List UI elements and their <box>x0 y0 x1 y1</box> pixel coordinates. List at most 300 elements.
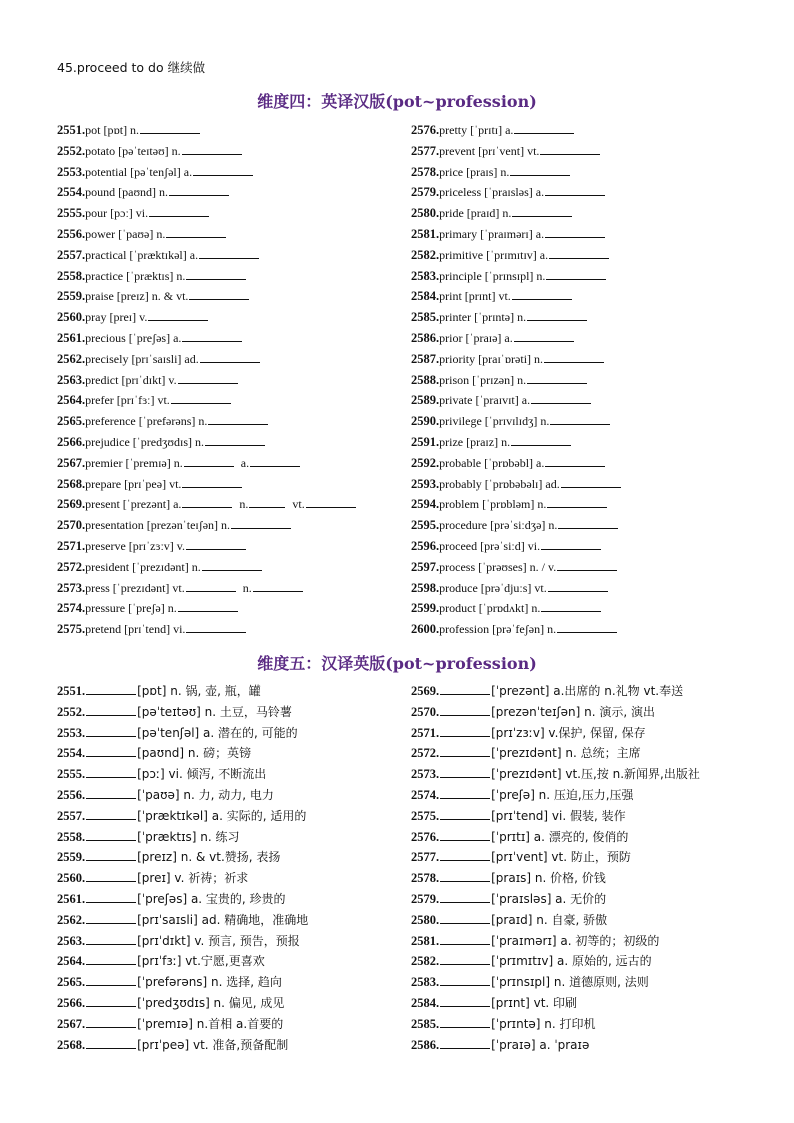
item-number: 2583. <box>411 268 440 283</box>
vocab-row <box>57 785 397 806</box>
answer-blank[interactable] <box>186 267 246 280</box>
item-number: 2591. <box>411 434 440 449</box>
answer-blank[interactable] <box>557 620 617 633</box>
definition-entry: [ˈprezɪdənt] vt.压,按 n.新闻界,出版社 <box>491 767 700 782</box>
definition-entry: [ˈpredʒʊdɪs] n. 偏见, 成见 <box>137 995 285 1010</box>
word-entry: primary [ˈpraɪmərɪ] a. <box>439 226 545 241</box>
word-entry: primitive [ˈprɪmɪtɪv] a. <box>439 247 549 262</box>
vocab-row <box>57 910 397 931</box>
answer-blank[interactable] <box>514 329 574 342</box>
definition-entry: [ˈprɪnsɪpl] n. 道德原则, 法则 <box>491 975 649 990</box>
answer-blank[interactable] <box>182 495 232 508</box>
vocab-row <box>411 598 751 619</box>
answer-blank[interactable] <box>249 495 285 508</box>
answer-blank[interactable] <box>541 599 601 612</box>
answer-blank[interactable] <box>527 371 587 384</box>
vocab-row <box>411 286 751 307</box>
word-entry: privilege [ˈprɪvɪlɪdʒ] n. <box>439 414 550 429</box>
vocab-row <box>57 390 397 411</box>
item-number: 2562. <box>57 351 86 366</box>
answer-blank[interactable] <box>186 620 246 633</box>
answer-blank[interactable] <box>86 911 136 924</box>
answer-blank[interactable] <box>512 287 572 300</box>
word-entry: preference [ˈprefərəns] n. <box>85 414 208 429</box>
definition-entry: [pɒt] n. 锅, 壶, 瓶，罐 <box>137 684 261 698</box>
pos-label: n. <box>239 497 249 512</box>
word-entry: prefer [prɪˈfɜː] vt. <box>85 393 170 408</box>
answer-blank[interactable] <box>545 183 605 196</box>
answer-blank[interactable] <box>178 599 238 612</box>
vocab-row <box>411 432 751 453</box>
section4-left-column <box>57 120 397 640</box>
item-number: 2575. <box>57 622 86 637</box>
word-entry: press [ˈprezɪdənt] vt. <box>85 580 185 595</box>
answer-blank[interactable] <box>86 682 136 695</box>
vocab-row <box>411 224 751 245</box>
item-number: 2596. <box>411 538 440 553</box>
answer-blank[interactable] <box>541 537 601 550</box>
answer-blank[interactable] <box>86 952 136 965</box>
vocab-row <box>57 972 397 993</box>
answer-blank[interactable] <box>440 744 490 757</box>
vocab-row <box>57 743 397 764</box>
item-number: 2557. <box>57 247 86 262</box>
vocab-row <box>57 182 397 203</box>
vocab-row <box>411 785 751 806</box>
item-number: 2574. <box>411 787 440 802</box>
word-entry: prize [praɪz] n. <box>439 434 511 449</box>
answer-blank[interactable] <box>182 329 242 342</box>
item-number: 2592. <box>411 455 440 470</box>
vocab-row <box>411 972 751 993</box>
vocab-row <box>411 993 751 1014</box>
item-number: 2566. <box>57 995 86 1010</box>
answer-blank[interactable] <box>306 495 356 508</box>
vocab-row <box>411 203 751 224</box>
answer-blank[interactable] <box>231 516 291 529</box>
vocab-row <box>57 764 397 785</box>
vocab-row <box>57 806 397 827</box>
item-number: 2560. <box>57 310 86 325</box>
vocab-row <box>411 931 751 952</box>
definition-entry: [pəˈteɪtəʊ] n. 土豆，马铃薯 <box>137 704 292 719</box>
vocab-row <box>57 536 397 557</box>
item-number: 2562. <box>57 912 86 927</box>
answer-blank[interactable] <box>440 724 490 737</box>
vocab-row <box>57 889 397 910</box>
definition-entry: [prɪˈvent] vt. 防止，预防 <box>491 850 631 865</box>
item-number: 2579. <box>411 185 440 200</box>
vocab-row <box>411 474 751 495</box>
answer-blank[interactable] <box>166 225 226 238</box>
answer-blank[interactable] <box>548 579 608 592</box>
definition-entry: [prɪˈzɜːv] v.保护, 保留, 保存 <box>491 725 646 740</box>
item-number: 2570. <box>57 518 86 533</box>
answer-blank[interactable] <box>440 703 490 716</box>
word-entry: product [ˈprɒdʌkt] n. <box>439 601 541 616</box>
item-number: 2551. <box>57 123 86 137</box>
item-number: 2565. <box>57 975 86 990</box>
definition-entry: [ˈpraɪsləs] a. 无价的 <box>491 891 607 906</box>
answer-blank[interactable] <box>440 848 490 861</box>
definition-entry: [ˈpraɪə] a. ˈpraɪə <box>491 1037 590 1052</box>
item-number: 2568. <box>57 1037 86 1052</box>
definition-entry: [praɪs] n. 价格, 价钱 <box>491 871 606 886</box>
vocab-row <box>57 266 397 287</box>
item-number: 2565. <box>57 414 86 429</box>
item-number: 2567. <box>57 455 86 470</box>
vocab-row <box>411 515 751 536</box>
vocab-row <box>411 619 751 640</box>
item-number: 2585. <box>411 310 440 325</box>
answer-blank[interactable] <box>86 1015 136 1028</box>
item-number: 2585. <box>411 1016 440 1031</box>
vocab-row <box>411 806 751 827</box>
section5-right-column <box>411 681 751 1055</box>
definition-entry: [ˈpraɪmərɪ] a. 初等的；初级的 <box>491 933 660 948</box>
answer-blank[interactable] <box>545 454 605 467</box>
vocab-row <box>411 743 751 764</box>
item-number: 2571. <box>411 725 440 740</box>
item-number: 2587. <box>411 351 440 366</box>
item-number: 2578. <box>411 164 440 179</box>
vocab-row <box>57 286 397 307</box>
word-entry: profession [prəˈfeʃən] n. <box>439 622 557 637</box>
answer-blank[interactable] <box>202 558 262 571</box>
word-entry: pour [pɔː] vi. <box>85 206 149 221</box>
top-note: 45.proceed to do 继续做 <box>57 60 206 75</box>
answer-blank[interactable] <box>250 454 300 467</box>
vocab-row <box>57 494 397 515</box>
item-number: 2575. <box>411 808 440 823</box>
answer-blank[interactable] <box>86 703 136 716</box>
answer-blank[interactable] <box>184 454 234 467</box>
item-number: 2564. <box>57 954 86 969</box>
definition-entry: [ˈpreʃəs] a. 宝贵的, 珍贵的 <box>137 891 286 906</box>
item-number: 2556. <box>57 787 86 802</box>
answer-blank[interactable] <box>510 163 570 176</box>
vocab-row <box>57 702 397 723</box>
vocab-row <box>411 245 751 266</box>
vocab-row <box>57 328 397 349</box>
answer-blank[interactable] <box>86 994 136 1007</box>
item-number: 2556. <box>57 226 86 241</box>
definition-entry: [ˈprezɪdənt] n. 总统；主席 <box>491 746 641 761</box>
answer-blank[interactable] <box>440 786 490 799</box>
word-entry: pretend [prɪˈtend] vi. <box>85 622 186 637</box>
vocab-row <box>57 370 397 391</box>
vocab-row <box>57 432 397 453</box>
item-number: 2574. <box>57 601 86 616</box>
answer-blank[interactable] <box>189 287 249 300</box>
answer-blank[interactable] <box>86 890 136 903</box>
answer-blank[interactable] <box>86 786 136 799</box>
word-entry: practical [ˈpræktɪkəl] a. <box>85 247 199 262</box>
word-entry: pretty [ˈprɪtɪ] a. <box>439 123 514 137</box>
answer-blank[interactable] <box>440 828 490 841</box>
answer-blank[interactable] <box>193 163 253 176</box>
word-entry: present [ˈprezənt] a. <box>85 497 182 512</box>
item-number: 2597. <box>411 559 440 574</box>
answer-blank[interactable] <box>531 391 591 404</box>
definition-entry: [ˈprɪntə] n. 打印机 <box>491 1016 596 1031</box>
answer-blank[interactable] <box>557 558 617 571</box>
vocab-row <box>411 1014 751 1035</box>
word-entry: prevent [prɪˈvent] vt. <box>439 143 540 158</box>
word-entry: probably [ˈprɒbəbəlɪ] ad. <box>439 476 560 491</box>
answer-blank[interactable] <box>169 183 229 196</box>
vocab-row <box>411 411 751 432</box>
vocab-row <box>411 494 751 515</box>
item-number: 2567. <box>57 1016 86 1031</box>
vocab-row <box>57 681 397 702</box>
vocab-row <box>411 536 751 557</box>
vocab-row <box>411 1035 751 1056</box>
answer-blank[interactable] <box>561 475 621 488</box>
vocab-row <box>57 557 397 578</box>
item-number: 2598. <box>411 580 440 595</box>
item-number: 2561. <box>57 891 86 906</box>
answer-blank[interactable] <box>440 765 490 778</box>
vocab-row <box>57 411 397 432</box>
item-number: 2560. <box>57 871 86 886</box>
vocab-row <box>411 723 751 744</box>
item-number: 2577. <box>411 850 440 865</box>
item-number: 2558. <box>57 829 86 844</box>
answer-blank[interactable] <box>86 869 136 882</box>
vocab-row <box>57 598 397 619</box>
item-number: 2573. <box>411 767 440 782</box>
word-entry: premier [ˈpremɪə] n. <box>85 455 183 470</box>
definition-entry: [ˈpreʃə] n. 压迫,压力,压强 <box>491 787 634 802</box>
definition-entry: [preɪz] n. & vt.赞扬, 表扬 <box>137 850 281 865</box>
definition-entry: [ˈprɪmɪtɪv] a. 原始的, 远古的 <box>491 954 652 969</box>
word-entry: precisely [prɪˈsaɪsli] ad. <box>85 351 199 366</box>
vocab-row <box>411 266 751 287</box>
answer-blank[interactable] <box>546 267 606 280</box>
definition-entry: [ˈprɪtɪ] a. 漂亮的, 俊俏的 <box>491 829 629 844</box>
answer-blank[interactable] <box>440 869 490 882</box>
answer-blank[interactable] <box>440 1036 490 1049</box>
item-number: 2559. <box>57 289 86 304</box>
answer-blank[interactable] <box>86 724 136 737</box>
item-number: 2584. <box>411 995 440 1010</box>
vocab-row <box>411 910 751 931</box>
item-number: 2552. <box>57 143 86 158</box>
word-entry: pride [praɪd] n. <box>439 206 512 221</box>
item-number: 2554. <box>57 746 86 761</box>
vocab-row <box>57 307 397 328</box>
vocab-row <box>411 307 751 328</box>
answer-blank[interactable] <box>440 994 490 1007</box>
word-entry: pot [pɒt] n. <box>85 123 140 137</box>
answer-blank[interactable] <box>186 579 236 592</box>
vocab-row <box>411 162 751 183</box>
section5-left-column <box>57 681 397 1055</box>
vocab-row <box>57 868 397 889</box>
vocab-row <box>411 141 751 162</box>
item-number: 2559. <box>57 850 86 865</box>
definition-entry: [prɪˈpeə] vt. 准备,预备配制 <box>137 1037 289 1052</box>
answer-blank[interactable] <box>440 1015 490 1028</box>
answer-blank[interactable] <box>200 350 260 363</box>
word-entry: practice [ˈpræktɪs] n. <box>85 268 186 283</box>
item-number: 2558. <box>57 268 86 283</box>
vocab-row <box>57 723 397 744</box>
word-entry: produce [prəˈdjuːs] vt. <box>439 580 547 595</box>
item-number: 2568. <box>57 476 86 491</box>
answer-blank[interactable] <box>558 516 618 529</box>
section-title-4: 维度四：英译汉版(pot~profession) <box>257 92 537 111</box>
vocab-row <box>411 681 751 702</box>
answer-blank[interactable] <box>550 412 610 425</box>
word-entry: pound [paʊnd] n. <box>85 185 169 200</box>
definition-entry: [ˈprezənt] a.出席的 n.礼物 vt.奉送 <box>491 684 684 698</box>
word-entry: pray [preɪ] v. <box>85 310 148 325</box>
answer-blank[interactable] <box>440 807 490 820</box>
word-entry: printer [ˈprɪntə] n. <box>439 310 527 325</box>
definition-entry: [ˈpræktɪkəl] a. 实际的, 适用的 <box>137 808 307 823</box>
item-number: 2582. <box>411 954 440 969</box>
item-number: 2576. <box>411 123 440 137</box>
vocab-row <box>411 370 751 391</box>
answer-blank[interactable] <box>440 952 490 965</box>
answer-blank[interactable] <box>527 308 587 321</box>
answer-blank[interactable] <box>86 932 136 945</box>
item-number: 2581. <box>411 933 440 948</box>
answer-blank[interactable] <box>182 142 242 155</box>
answer-blank[interactable] <box>182 475 242 488</box>
pos-label: a. <box>240 455 250 470</box>
word-entry: power [ˈpaʊə] n. <box>85 226 166 241</box>
vocab-row <box>57 951 397 972</box>
answer-blank[interactable] <box>440 890 490 903</box>
answer-blank[interactable] <box>440 911 490 924</box>
answer-blank[interactable] <box>253 579 303 592</box>
answer-blank[interactable] <box>86 848 136 861</box>
answer-blank[interactable] <box>148 308 208 321</box>
answer-blank[interactable] <box>205 433 265 446</box>
answer-blank[interactable] <box>540 142 600 155</box>
answer-blank[interactable] <box>549 246 609 259</box>
definition-entry: [prɪˈfɜː] vt.宁愿,更喜欢 <box>137 954 265 969</box>
vocab-row <box>57 993 397 1014</box>
word-entry: priceless [ˈpraɪsləs] a. <box>439 185 545 200</box>
word-entry: presentation [prezənˈteɪʃən] n. <box>85 518 231 533</box>
vocab-row <box>57 203 397 224</box>
definition-entry: [paʊnd] n. 磅；英镑 <box>137 746 252 761</box>
answer-blank[interactable] <box>440 973 490 986</box>
definition-entry: [ˈpaʊə] n. 力, 动力, 电力 <box>137 787 274 802</box>
vocab-row <box>57 931 397 952</box>
answer-blank[interactable] <box>547 495 607 508</box>
item-number: 2563. <box>57 372 86 387</box>
item-number: 2553. <box>57 164 86 179</box>
vocab-row <box>57 515 397 536</box>
definition-entry: [ˈpræktɪs] n. 练习 <box>137 829 240 844</box>
vocab-row <box>411 328 751 349</box>
word-entry: prior [ˈpraɪə] a. <box>439 330 513 345</box>
word-entry: predict [prɪˈdɪkt] v. <box>85 372 177 387</box>
item-number: 2588. <box>411 372 440 387</box>
answer-blank[interactable] <box>545 225 605 238</box>
answer-blank[interactable] <box>440 682 490 695</box>
item-number: 2572. <box>57 559 86 574</box>
answer-blank[interactable] <box>199 246 259 259</box>
answer-blank[interactable] <box>86 1036 136 1049</box>
answer-blank[interactable] <box>512 204 572 217</box>
vocab-row <box>57 474 397 495</box>
item-number: 2583. <box>411 975 440 990</box>
pos-label: vt. <box>292 497 305 512</box>
vocab-row <box>411 453 751 474</box>
answer-blank[interactable] <box>511 433 571 446</box>
item-number: 2577. <box>411 143 440 158</box>
item-number: 2555. <box>57 206 86 221</box>
answer-blank[interactable] <box>208 412 268 425</box>
word-entry: private [ˈpraɪvɪt] a. <box>439 393 531 408</box>
word-entry: pressure [ˈpreʃə] n. <box>85 601 177 616</box>
pos-label: n. <box>242 580 252 595</box>
answer-blank[interactable] <box>86 973 136 986</box>
answer-blank[interactable] <box>440 932 490 945</box>
item-number: 2595. <box>411 518 440 533</box>
vocab-row <box>411 827 751 848</box>
word-entry: probable [ˈprɒbəbl] a. <box>439 455 545 470</box>
vocab-row <box>57 245 397 266</box>
item-number: 2561. <box>57 330 86 345</box>
answer-blank[interactable] <box>544 350 604 363</box>
vocab-row <box>411 120 751 141</box>
definition-entry: [praɪd] n. 自豪, 骄傲 <box>491 912 608 927</box>
answer-blank[interactable] <box>178 371 238 384</box>
answer-blank[interactable] <box>149 204 209 217</box>
vocab-row <box>57 1035 397 1056</box>
vocab-row <box>57 619 397 640</box>
item-number: 2584. <box>411 289 440 304</box>
word-entry: potato [pəˈteɪtəʊ] n. <box>85 143 181 158</box>
word-entry: process [ˈprəʊses] n. / v. <box>439 559 557 574</box>
item-number: 2552. <box>57 704 86 719</box>
item-number: 2580. <box>411 206 440 221</box>
answer-blank[interactable] <box>86 828 136 841</box>
answer-blank[interactable] <box>86 765 136 778</box>
answer-blank[interactable] <box>514 121 574 134</box>
answer-blank[interactable] <box>186 537 246 550</box>
word-entry: prepare [prɪˈpeə] vt. <box>85 476 182 491</box>
answer-blank[interactable] <box>140 121 200 134</box>
item-number: 2572. <box>411 746 440 761</box>
answer-blank[interactable] <box>171 391 231 404</box>
word-entry: potential [pəˈtenʃəl] a. <box>85 164 193 179</box>
definition-entry: [prɪnt] vt. 印刷 <box>491 995 578 1010</box>
word-entry: preserve [prɪˈzɜːv] v. <box>85 538 186 553</box>
vocab-row <box>57 578 397 599</box>
vocab-row <box>57 141 397 162</box>
answer-blank[interactable] <box>86 807 136 820</box>
vocab-row <box>411 182 751 203</box>
vocab-row <box>57 162 397 183</box>
item-number: 2551. <box>57 684 86 698</box>
answer-blank[interactable] <box>86 744 136 757</box>
item-number: 2554. <box>57 185 86 200</box>
word-entry: principle [ˈprɪnsɪpl] n. <box>439 268 546 283</box>
item-number: 2581. <box>411 226 440 241</box>
item-number: 2564. <box>57 393 86 408</box>
item-number: 2593. <box>411 476 440 491</box>
definition-entry: [preɪ] v. 祈祷；祈求 <box>137 871 249 886</box>
item-number: 2569. <box>57 497 86 512</box>
